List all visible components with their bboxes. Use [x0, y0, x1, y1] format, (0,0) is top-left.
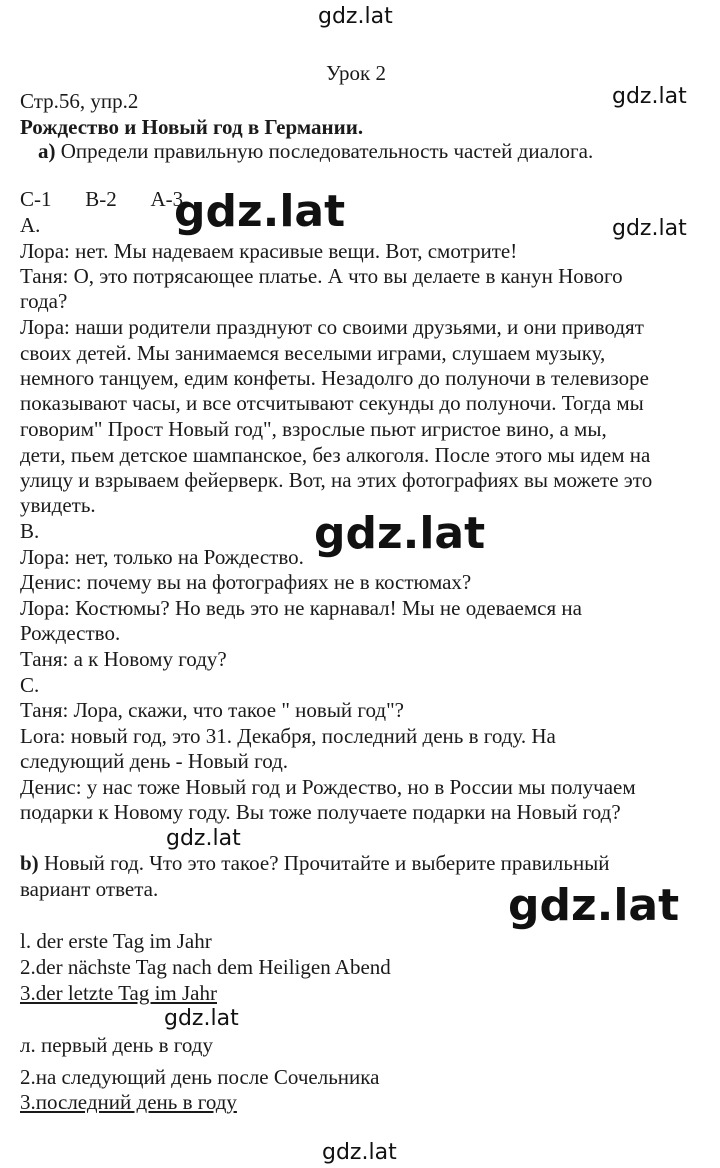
dialog-line: Лора: нет. Мы надеваем красивые вещи. Вот, смотрите!: [20, 239, 518, 263]
watermark-big-1: gdz.lat: [174, 186, 346, 237]
option-ru-2: 2.на следующий день после Сочельника: [20, 1065, 380, 1089]
page-reference: Стр.56, упр.2: [20, 89, 139, 113]
task-b-text: Новый год. Что это такое? Прочитайте и выберите правильный: [43, 851, 610, 875]
dialog-line: следующий день - Новый год.: [20, 749, 289, 773]
answer-item: В-2: [85, 187, 117, 211]
answer-item: С-1: [20, 187, 52, 211]
watermark-small-mid: gdz.lat: [166, 826, 241, 851]
dialog-line: Таня: Лора, скажи, что такое " новый год"?: [20, 698, 404, 722]
watermark-top: gdz.lat: [318, 4, 393, 29]
dialog-line: Денис: почему вы на фотографиях не в костюмах?: [20, 570, 472, 594]
watermark-small-low: gdz.lat: [164, 1006, 239, 1031]
dialog-line: Lora: новый год, это 31. Декабря, последний день в году. На: [20, 724, 556, 748]
document-title: Рождество и Новый год в Германии.: [20, 115, 364, 139]
answer-item: А-3: [150, 187, 184, 211]
part-a-letter: А.: [20, 213, 41, 237]
task-a-text: Определи правильную последовательность частей диалога.: [60, 139, 594, 163]
dialog-line: Рождество.: [20, 621, 121, 645]
watermark-right-1: gdz.lat: [612, 84, 687, 109]
dialog-line: Таня: О, это потрясающее платье. А что вы делаете в канун Нового: [20, 264, 623, 288]
lesson-heading: Урок 2: [326, 61, 386, 85]
task-b-label: b): [20, 851, 39, 875]
dialog-line: Лора: Костюмы? Но ведь это не карнавал! Мы не одеваемся на: [20, 596, 582, 620]
dialog-line: Лора: наши родители празднуют со своими друзьями, и они приводят: [20, 315, 644, 339]
dialog-line: улицу и взрываем фейерверк. Вот, на этих фотографиях вы можете это: [20, 468, 653, 492]
watermark-big-2: gdz.lat: [314, 508, 486, 559]
task-b-instruction: [20, 850, 610, 876]
option-ru-1: л. первый день в году: [20, 1033, 213, 1057]
part-b-letter: В.: [20, 519, 40, 543]
task-a-instruction: [38, 138, 593, 164]
option-de-1: l. der erste Tag im Jahr: [20, 929, 212, 953]
option-de-2: 2.der nächste Tag nach dem Heiligen Abend: [20, 955, 391, 979]
answer-sequence: [20, 186, 183, 212]
dialog-line: Денис: у нас тоже Новый год и Рождество, но в России мы получаем: [20, 775, 636, 799]
watermark-big-3: gdz.lat: [508, 880, 680, 931]
task-b-instruction-cont: вариант ответа.: [20, 877, 159, 901]
watermark-bottom: gdz.lat: [322, 1140, 397, 1165]
dialog-line: немного танцуем, едим конфеты. Незадолго до полуночи в телевизоре: [20, 366, 649, 390]
dialog-line: показывают часы, и все отсчитывают секунды до полуночи. Тогда мы: [20, 391, 644, 415]
watermark-right-2: gdz.lat: [612, 216, 687, 241]
option-ru-3-correct: 3.последний день в году: [20, 1090, 237, 1114]
task-a-label: a): [38, 139, 56, 163]
part-c-letter: С.: [20, 673, 40, 697]
dialog-line: года?: [20, 289, 68, 313]
dialog-line: Таня: а к Новому году?: [20, 647, 227, 671]
dialog-line: дети, пьем детское шампанское, без алкоголя. После этого мы идем на: [20, 443, 651, 467]
option-de-3-correct: 3.der letzte Tag im Jahr: [20, 981, 217, 1005]
dialog-line: увидеть.: [20, 493, 96, 517]
dialog-line: своих детей. Мы занимаемся веселыми играми, слушаем музыку,: [20, 341, 606, 365]
dialog-line: говорим" Прост Новый год", взрослые пьют игристое вино, а мы,: [20, 417, 607, 441]
dialog-line: Лора: нет, только на Рождество.: [20, 545, 304, 569]
dialog-line: подарки к Новому году. Вы тоже получаете подарки на Новый год?: [20, 800, 621, 824]
